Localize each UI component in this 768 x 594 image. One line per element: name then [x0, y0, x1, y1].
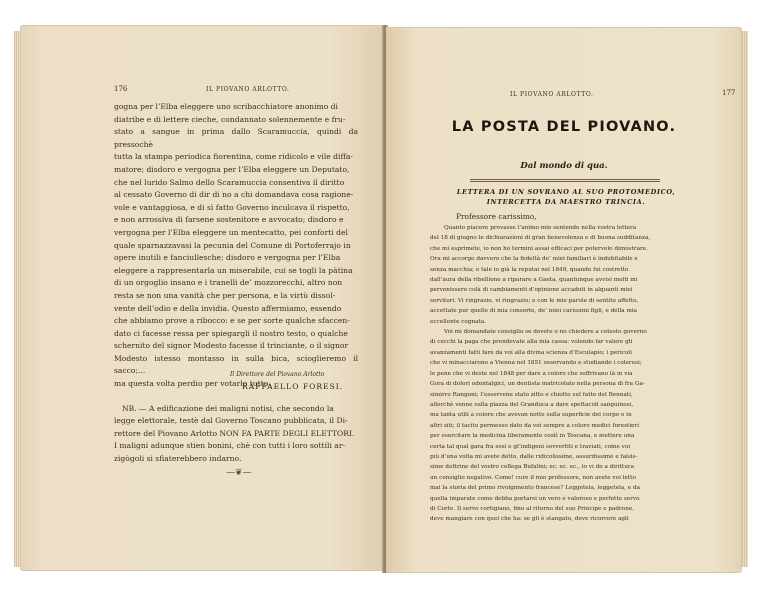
text-line: vergogna per l’Elba eleggere un mentecatto, pei conforti del: [114, 227, 348, 237]
text-line: e non arrossiva di farsene sostenitore e avvocato; disdoro e: [114, 215, 344, 225]
text-line: schernito del signor Modesto facesse il trinciante, o il signor: [114, 341, 349, 351]
text-line: Quanto piacere provasse l’animo mio sentendo nella vostra lettera: [444, 225, 637, 231]
text-line: che abbiamo prove a ribocco: e se per sorte qualche sfaccen-: [114, 316, 350, 326]
left-page-number: 176: [114, 85, 128, 93]
text-line: vole e vantaggiosa, e di sì fatto Governo inculcava il rispetto,: [114, 202, 350, 212]
divider-rule: [470, 181, 660, 182]
text-line: che vi minacciarono a Vienna nel 1851 osservando e studiando i colerosi;: [430, 360, 642, 367]
heading-line: INTERCETTA DA MAESTRO TRINCIA.: [486, 198, 646, 206]
text-line: ma tanta utili a colore che avevan notte sulla superficie del corpo e in: [430, 412, 632, 419]
text-line: matore; disdoro e vergogna per l’Elba eleggere un Deputato,: [114, 164, 350, 174]
text-line: opere inutili e fanciullesche; disdoro e vergogna per l’Elba: [114, 253, 341, 263]
text-line: NB. — A edificazione dei maligni notisi, che secondo la: [122, 404, 334, 413]
text-line: le pene che vi deste nel 1848 per dare a coloro che soffrivano là in via: [430, 370, 633, 377]
text-line: del 18 di giugno le dichiarazioni di gran benevolenza e di buona sudditanza,: [430, 235, 651, 242]
text-line: servitori. Vi ringrazio, vi ringrazio; e con le mie parole di sentito affetto,: [430, 297, 639, 304]
text-line: che nel lurido Salmo dello Scaramuccia consentiva il diritto: [114, 177, 345, 187]
section-subtitle: Dal mondo di qua.: [520, 161, 608, 171]
text-line: di cecchi la paga che prendevate alla mia cassa: volendo far valere gli: [430, 339, 633, 346]
left-body-text: [114, 101, 358, 391]
text-line: gogna per l’Elba eleggere uno scribacchiatore anonimo di: [114, 102, 338, 111]
text-line: stato a sangue in prima dallo Scaramuccia, quindi da pressochè: [114, 127, 358, 149]
ornament-divider: —❦—: [226, 468, 252, 478]
divider-rule: [470, 179, 660, 180]
text-line: rettore del Piovano Arlotto NON FA PARTE DEGLI ELETTORI.: [114, 428, 355, 438]
text-line: al cessato Governo di dir di no a chi domandava cosa ragione-: [114, 190, 354, 200]
text-line: Modesto istesso montasso in sulla bica, scioglieremo il sacco;...: [114, 353, 358, 376]
text-line: Ora mi accorgo davvero che la fedeltà de’ miei familiari è indubitabile e: [430, 256, 638, 263]
text-line: certa tal qual gara fra essi e gl’indigeni sovvertiti e traviati, come voi: [430, 443, 631, 450]
heading-line: LETTERA DI UN SOVRANO AL SUO PROTOMEDICO,: [456, 188, 676, 196]
text-line: I maligni adunque stien bonini, chè con tutti i loro sottili ar-: [114, 441, 346, 451]
text-line: quella imparate come debba portarsi un vero e valoroso e perfetto servo: [430, 495, 640, 502]
text-line: dato ci facesse ressa per spiegargli il nostro testo, o qualche: [114, 328, 348, 338]
text-line: deve mangiare con quei che ha: se gli è stangato, deve ricorrere agli: [430, 516, 629, 523]
signature-name: RAFFAELLO FORESI.: [242, 382, 344, 391]
text-line: legge elettorale, testè dal Governo Toscano pubblicata, il Di-: [114, 416, 348, 426]
text-line: Voi mi domandate consiglio se dovete o no chiedere a cotesto governo: [444, 329, 647, 336]
text-line: mai la storia del primo rivolgimento francese? Leggetela, leggetela, e da: [430, 485, 640, 492]
text-line: ma questa volta perdio per votarlo tutto.: [114, 379, 271, 389]
salutation: Professore carissimo,: [456, 212, 537, 221]
text-line: di Corte. Il servo cortigiano, fino al ritorno del suo Principe e padrone,: [430, 505, 635, 512]
left-page: [20, 25, 384, 571]
text-line: eccellente cognata.: [430, 318, 487, 325]
right-running-head: IL PIOVANO ARLOTTO.: [510, 91, 594, 98]
signature-title: Il Direttore del Piovano Arlotto: [230, 371, 325, 378]
text-line: diatribe e di lettere cieche, condannato solennemente e fru-: [114, 114, 346, 124]
text-line: quale sparnazzavasi la pecunia del Comune di Portoferrajo in: [114, 240, 351, 250]
text-line: altri siti; il tacito permesso dato da voi sempre a coloro medici forestieri: [430, 422, 640, 429]
letter-heading: [426, 187, 706, 207]
left-running-head: IL PIOVANO ARLOTTO.: [206, 86, 290, 93]
text-line: pervenissero colà di cambiamenti d’opinione accaduti in alquanti miei: [430, 287, 633, 294]
text-line: eleggere a rappresentarla un miserabile, cui se togli la pàtina: [114, 265, 353, 275]
right-body-text: [430, 223, 710, 525]
text-line: resta se non una vanità che per persona, e la virtù dissol-: [114, 290, 336, 300]
text-line: avanzamenti fatti fare da voi alla divina scienza d’Esculapio; i pericoli: [430, 349, 632, 356]
text-line: vente dell’odio e della invidia. Questo affermiamo, essendo: [114, 303, 342, 313]
text-line: più d’una volta mi avete detto, dalle ridicolissime, assurdissime e falsis-: [430, 453, 638, 460]
right-page: [386, 27, 742, 573]
right-page-edges: [742, 31, 748, 567]
text-line: per esercitare la medicina liberamente costì in Toscana, e mettere una: [430, 433, 635, 440]
text-line: simirro Rangoni; l’esservene stato zitto e chiotto sul fatto del Bennati,: [430, 391, 633, 398]
section-title: LA POSTA DEL PIOVANO.: [451, 119, 677, 135]
right-page-number: 177: [722, 89, 736, 97]
text-line: un consiglio negativo. Come! cure il mio professore, non avete voi letto: [430, 474, 636, 481]
open-book: [20, 25, 744, 573]
text-line: allorchè venne sulla piazza del Granduca a dare spettacoli sanguinosi,: [430, 401, 634, 408]
note-text: [114, 403, 358, 465]
text-line: che mi esprimete, io non ho termini assai efficaci per potervelo dimostrare.: [430, 245, 648, 252]
text-line: di un orgoglio insano e i tranelli de’ mozzorecchi, altro non: [114, 278, 343, 288]
text-line: accettate pur quelle di mia consorte, de’ miei carissimi figli, e della mia: [430, 308, 638, 315]
text-line: zigògoli si sfiaterebbero indarno.: [114, 453, 242, 463]
text-line: tutta la stampa periodica fiorentina, come ridicolo e vile diffa-: [114, 152, 353, 162]
text-line: Gora di dolori odontalgici, un dentista matricolato nella persona di fra Ga-: [430, 381, 645, 388]
text-line: dall’aura della ribellione a riparare a Gaeta, quantunque avvisi molti mi: [430, 277, 638, 284]
text-line: sime dottrine del vostro collega Bufalini; ec. ec. ec., io vi do a dirittura: [430, 464, 634, 471]
text-line: senza macchia; e tale io già la reputai nel 1849, quando fui costretto: [430, 266, 629, 273]
